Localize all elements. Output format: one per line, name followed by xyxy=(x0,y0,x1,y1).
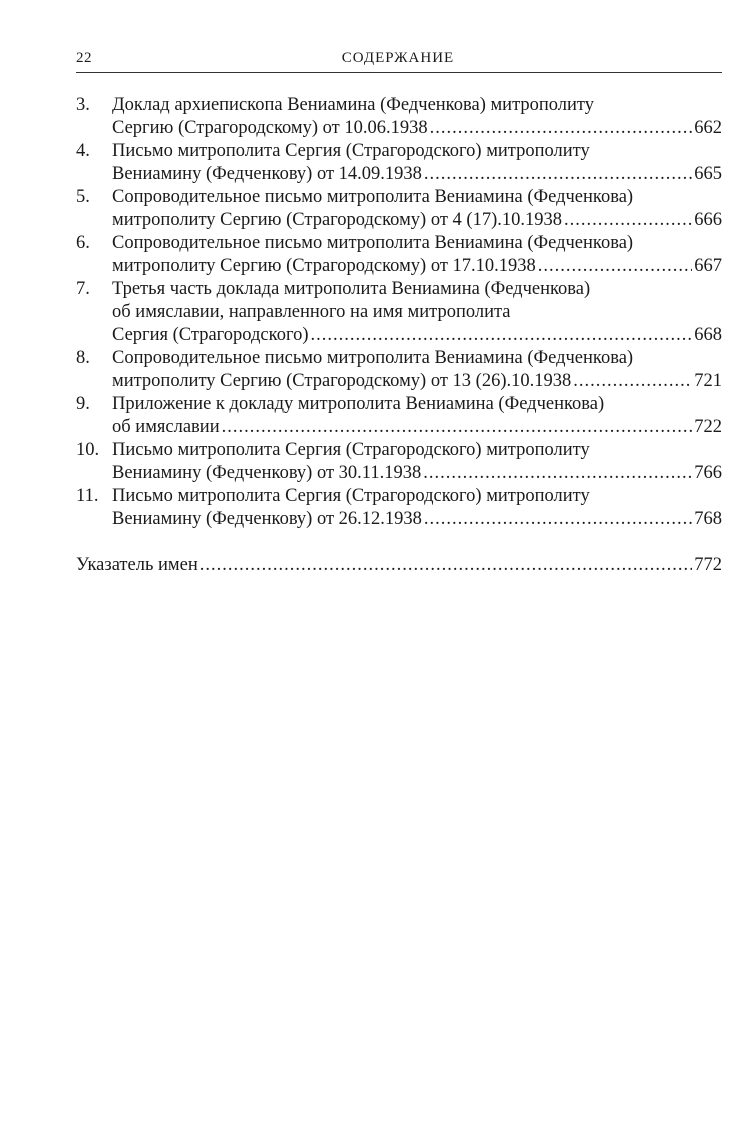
page-number: 22 xyxy=(76,50,92,66)
index-entry-label: Указатель имен xyxy=(76,555,198,575)
toc-entry-index[interactable] xyxy=(76,554,722,577)
toc-entry[interactable] xyxy=(76,186,722,232)
toc-entry-number: 6. xyxy=(76,233,90,253)
toc-entry-line: Сопроводительное письмо митрополита Вениамина (Федченкова) xyxy=(112,348,634,368)
toc-entry[interactable] xyxy=(76,393,722,439)
toc-entry-last-line xyxy=(112,508,722,531)
toc-entry-page: 666 xyxy=(694,210,722,230)
dot-leader xyxy=(424,163,692,186)
toc-entry-number: 9. xyxy=(76,394,90,414)
dot-leader xyxy=(538,255,692,278)
toc-entry-title xyxy=(112,94,722,140)
dot-leader xyxy=(424,508,692,531)
dot-leader xyxy=(564,209,692,232)
toc-entry-number: 3. xyxy=(76,95,90,115)
toc-entry-page: 662 xyxy=(694,118,722,138)
toc-entry-page: 668 xyxy=(694,325,722,345)
toc-entry-last-line xyxy=(112,209,722,232)
toc-entry-line: Вениамину (Федченкову) от 30.11.1938 xyxy=(112,463,422,483)
dot-leader xyxy=(573,370,692,393)
dot-leader xyxy=(222,416,693,439)
toc-entry-line: Приложение к докладу митрополита Вениамина (Федченкова) xyxy=(112,394,605,414)
toc-entry[interactable] xyxy=(76,232,722,278)
toc-entry-line: митрополиту Сергию (Страгородскому) от 17.10.1938 xyxy=(112,256,536,276)
toc-entry-last-line xyxy=(112,324,722,347)
header-rule xyxy=(76,72,722,73)
dot-leader xyxy=(310,324,692,347)
toc-entry-title xyxy=(112,439,722,485)
toc-entry-last-line xyxy=(112,163,722,186)
toc-entry[interactable] xyxy=(76,94,722,140)
dot-leader xyxy=(423,462,692,485)
toc-entry-line: Сопроводительное письмо митрополита Вениамина (Федченкова) xyxy=(112,187,634,207)
toc-entry-line: Сергию (Страгородскому) от 10.06.1938 xyxy=(112,118,428,138)
toc-entry-last-line xyxy=(112,117,722,140)
toc-entry[interactable] xyxy=(76,439,722,485)
toc-entry-page: 722 xyxy=(694,417,722,437)
toc-entry-last-line xyxy=(112,255,722,278)
toc-entry-number: 4. xyxy=(76,141,90,161)
section-title: СОДЕРЖАНИЕ xyxy=(341,50,455,66)
toc-entry-line: митрополиту Сергию (Страгородскому) от 13 (26).10.1938 xyxy=(112,371,572,391)
toc-entry[interactable] xyxy=(76,485,722,531)
toc-entry-page: 667 xyxy=(694,256,722,276)
toc-entry-line: Вениамину (Федченкову) от 26.12.1938 xyxy=(112,509,422,529)
toc-entry[interactable] xyxy=(76,347,722,393)
toc-entry-line: Письмо митрополита Сергия (Страгородского) митрополиту xyxy=(112,141,590,161)
dot-leader xyxy=(430,117,693,140)
toc-entry-title xyxy=(112,140,722,186)
toc-entry-line: Доклад архиепископа Вениамина (Федченкова) митрополиту xyxy=(112,95,595,115)
toc-entry[interactable] xyxy=(76,140,722,186)
toc-entry-number: 7. xyxy=(76,279,90,299)
toc-entry-title xyxy=(112,278,722,347)
toc-entry-last-line xyxy=(112,370,722,393)
toc-entry-title xyxy=(112,186,722,232)
toc-entry-title xyxy=(112,232,722,278)
toc-entry[interactable] xyxy=(76,278,722,347)
toc-entry-line: Третья часть доклада митрополита Вениамина (Федченкова) xyxy=(112,279,591,299)
toc-entry-line: Вениамину (Федченкову) от 14.09.1938 xyxy=(112,164,422,184)
dot-leader xyxy=(200,554,693,577)
toc-entry-number: 10. xyxy=(76,440,100,460)
toc-entry-line: Письмо митрополита Сергия (Страгородского) митрополиту xyxy=(112,486,590,506)
toc-entry-line: Письмо митрополита Сергия (Страгородского) митрополиту xyxy=(112,440,590,460)
running-head xyxy=(76,50,720,72)
toc-entry-last-line xyxy=(112,462,722,485)
toc-entry-page: 665 xyxy=(694,164,722,184)
toc-entry-number: 8. xyxy=(76,348,90,368)
toc-entry-number: 5. xyxy=(76,187,90,207)
table-of-contents xyxy=(76,94,722,577)
toc-entry-title xyxy=(112,347,722,393)
toc-entry-page: 768 xyxy=(694,509,722,529)
toc-entry-page: 766 xyxy=(694,463,722,483)
toc-entry-last-line xyxy=(112,416,722,439)
toc-entry-number: 11. xyxy=(76,486,99,506)
toc-entries xyxy=(76,94,722,531)
index-entry-page: 772 xyxy=(694,555,722,575)
toc-entry-line: об имяславии xyxy=(112,417,220,437)
toc-entry-page: 721 xyxy=(694,371,722,391)
toc-entry-line: Сергия (Страгородского) xyxy=(112,325,309,345)
toc-entry-line: митрополиту Сергию (Страгородскому) от 4 (17).10.1938 xyxy=(112,210,562,230)
toc-entry-line: об имяславии, направленного на имя митрополита xyxy=(112,302,511,322)
toc-entry-title xyxy=(112,485,722,531)
toc-entry-title xyxy=(112,393,722,439)
toc-entry-line: Сопроводительное письмо митрополита Вениамина (Федченкова) xyxy=(112,233,634,253)
